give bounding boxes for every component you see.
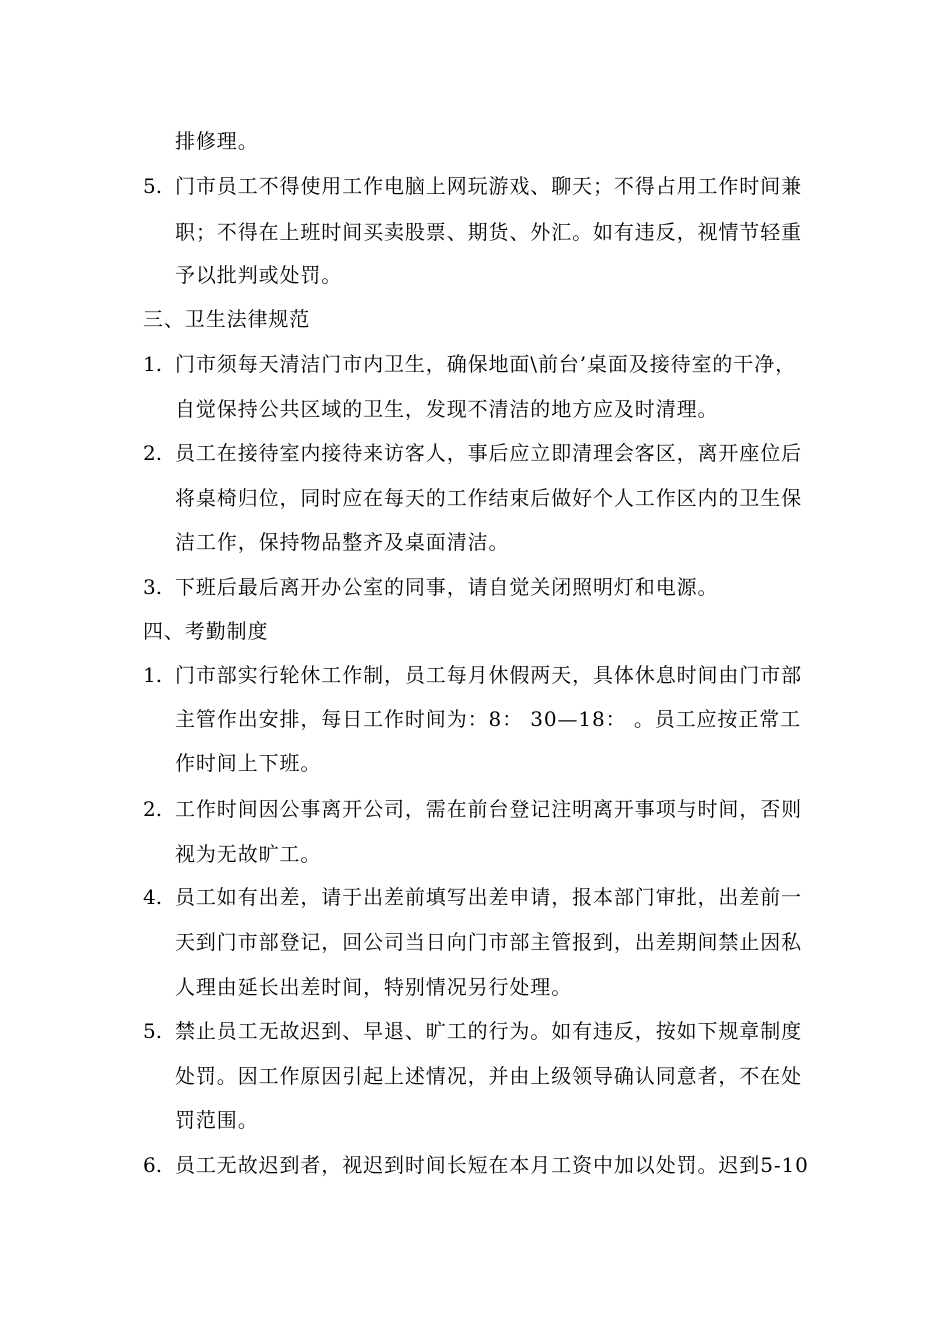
text-line: 员工如有出差，请于出差前填写出差申请，报本部门审批，出差前一 xyxy=(175,885,802,909)
list-number: 3. xyxy=(143,575,163,599)
list-number: 2. xyxy=(143,797,163,821)
list-number: 5. xyxy=(143,174,163,198)
text-line: 处罚。因工作原因引起上述情况，并由上级领导确认同意者，不在处 xyxy=(175,1064,802,1088)
text-line: 将桌椅归位，同时应在每天的工作结束后做好个人工作区内的卫生保 xyxy=(175,486,802,510)
list-number: 2. xyxy=(143,441,163,465)
list-number: 1. xyxy=(143,663,163,687)
text-line: 员工无故迟到者，视迟到时间长短在本月工资中加以处罚。迟到5-10 xyxy=(175,1153,809,1177)
text-line: 职；不得在上班时间买卖股票、期货、外汇。如有违反，视情节轻重 xyxy=(175,220,802,244)
text-line: 门市员工不得使用工作电脑上网玩游戏、聊天；不得占用工作时间兼 xyxy=(175,174,802,198)
text-line: 天到门市部登记，回公司当日向门市部主管报到，出差期间禁止因私 xyxy=(175,930,802,954)
section-heading: 四、考勤制度 xyxy=(143,619,269,643)
text-line: 门市部实行轮休工作制，员工每月休假两天，具体休息时间由门市部 xyxy=(175,663,802,687)
list-number: 5. xyxy=(143,1019,163,1043)
text-line: 员工在接待室内接待来访客人，事后应立即清理会客区，离开座位后 xyxy=(175,441,802,465)
text-line: 罚范围。 xyxy=(175,1108,259,1132)
section-heading: 三、卫生法律规范 xyxy=(143,307,311,331)
text-line: 禁止员工无故迟到、早退、旷工的行为。如有违反，按如下规章制度 xyxy=(175,1019,802,1043)
list-number: 6. xyxy=(143,1153,163,1177)
text-line: 门市须每天清洁门市内卫生，确保地面\前台’桌面及接待室的干净， xyxy=(175,352,796,376)
list-number: 1. xyxy=(143,352,163,376)
text-line: 人理由延长出差时间，特别情况另行处理。 xyxy=(175,975,573,999)
text-line: 予以批判或处罚。 xyxy=(175,263,343,287)
text-line: 工作时间因公事离开公司，需在前台登记注明离开事项与时间，否则 xyxy=(175,797,802,821)
text-line: 排修理。 xyxy=(175,129,259,153)
text-line: 视为无故旷工。 xyxy=(175,842,322,866)
list-number: 4. xyxy=(143,885,163,909)
text-line: 洁工作，保持物品整齐及桌面清洁。 xyxy=(175,530,510,554)
text-line: 下班后最后离开办公室的同事，请自觉关闭照明灯和电源。 xyxy=(175,575,719,599)
text-line: 主管作出安排，每日工作时间为：8： 30—18： 。员工应按正常工 xyxy=(175,707,802,731)
text-line: 作时间上下班。 xyxy=(175,751,322,775)
text-line: 自觉保持公共区域的卫生，发现不清洁的地方应及时清理。 xyxy=(175,397,719,421)
